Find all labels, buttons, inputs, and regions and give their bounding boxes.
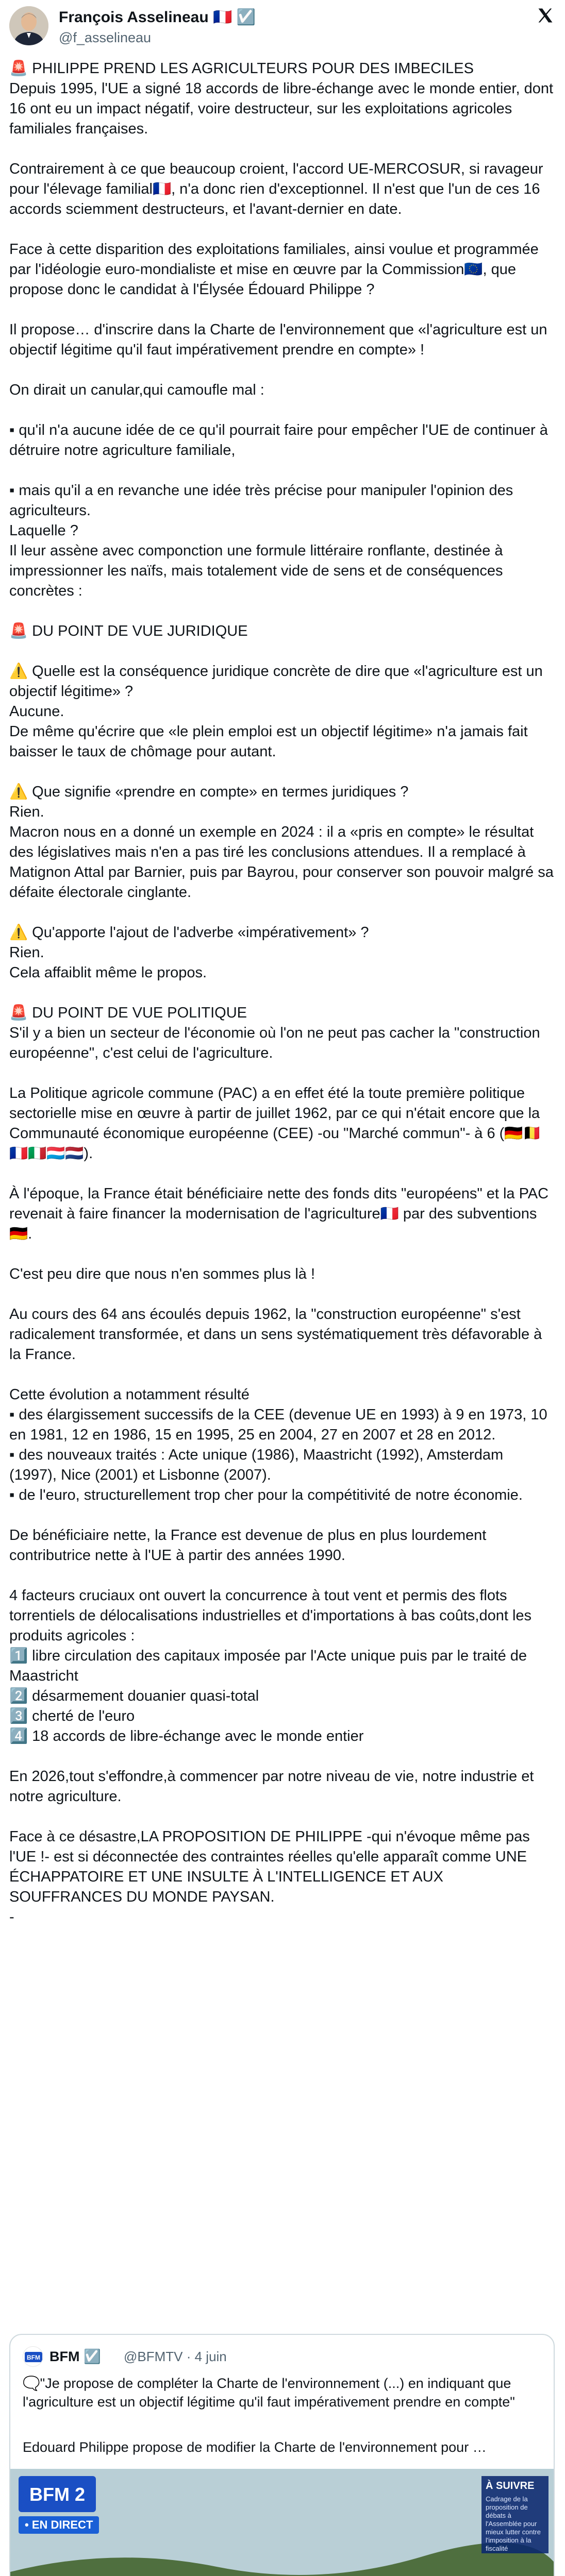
quoted-subtitle: Edouard Philippe propose de modifier la Charte de l'environnement pour … [23, 2439, 487, 2455]
post-paragraph: De même qu'écrire que «le plein emploi est un objectif légitime» n'a jamais fait baisser le taux de chômage pour autant. [9, 723, 532, 760]
post-paragraph: S'il y a bien un secteur de l'économie où l'on ne peut pas cacher la "construction européenne", c'est celui de l'agriculture. [9, 1025, 544, 1061]
post-paragraph: ⚠️ Que signifie «prendre en compte» en termes juridiques ? [9, 784, 409, 800]
post-paragraph: 3️⃣ cherté de l'euro [9, 1708, 135, 1724]
post-paragraph: ▪ des nouveaux traités : Acte unique (1986), Maastricht (1992), Amsterdam (1997), Nice (2001) et Lisbonne (2007). [9, 1447, 508, 1483]
post-paragraph [9, 641, 554, 662]
post-paragraph [9, 983, 554, 1003]
post-paragraph: Aucune. [9, 703, 64, 720]
coming-up-panel: À SUIVRE Cadrage de la proposition de débats à l'Assemblée pour mieux lutter contre l'imposition à la fiscalité [481, 2476, 549, 2553]
post-text [9, 59, 558, 1927]
post-header [9, 4, 556, 56]
post-paragraph [9, 1747, 554, 1767]
bfm-channel-logo [19, 2476, 96, 2512]
post-paragraph: Rien. [9, 804, 44, 820]
author-name[interactable]: François Asselineau 🇫🇷 ☑️ [59, 9, 256, 26]
bfm-avatar-icon [23, 2346, 43, 2367]
post-paragraph [9, 1365, 554, 1385]
post-paragraph: 🚨 DU POINT DE VUE POLITIQUE [9, 1005, 247, 1021]
post-paragraph: - [9, 1909, 14, 1925]
post-paragraph: Cela affaiblit même le propos. [9, 964, 207, 981]
post-paragraph [9, 1164, 554, 1184]
post-paragraph: Depuis 1995, l'UE a signé 18 accords de libre-échange avec le monde entier, dont 16 ont eu un impact négatif, voire destructeur, sur les exploitations agricoles familiales françaises. [9, 80, 558, 137]
author-avatar[interactable] [9, 6, 48, 45]
post-paragraph [9, 1505, 554, 1526]
quoted-source-name: BFM ☑️ [49, 2349, 101, 2364]
verified-badge-icon: ☑️ [84, 2349, 101, 2364]
post-paragraph [9, 1063, 554, 1083]
post-paragraph: Laquelle ? [9, 522, 78, 539]
svg-text:BFM: BFM [27, 2354, 40, 2361]
post-paragraph: 4 facteurs cruciaux ont ouvert la concurrence à tout vent et permis des flots torrentiels de délocalisations industrielles et d'importations à bas coûts,dont les produits agricoles : [9, 1587, 536, 1644]
post-paragraph [9, 903, 554, 923]
post-paragraph: 2️⃣ désarmement douanier quasi-total [9, 1688, 259, 1704]
post-paragraph: Face à ce désastre,LA PROPOSITION DE PHILIPPE -qui n'évoque même pas l'UE !- est si déconnectée des contraintes réelles qu'elle apparaît comme UNE ÉCHAPPATOIRE ET UNE INSULTE À L'INTELLIGENCE ET AUX SOUFFRANCES DU MONDE PAYSAN. [9, 1828, 534, 1905]
post-paragraph: De bénéficiaire nette, la France est devenue de plus en plus lourdement contributrice nette à l'UE à partir des années 1990. [9, 1527, 491, 1564]
post-paragraph: La Politique agricole commune (PAC) a en effet été la toute première politique sectorielle mise en œuvre à partir de juillet 1962, par ce qui n'était encore que la Communauté économique européenne (CEE) -ou "Marché commun"- à 6 (🇩🇪🇧🇪🇫🇷🇮🇹🇱🇺🇳🇱). [9, 1085, 544, 1162]
post-paragraph: 4️⃣ 18 accords de libre-échange avec le monde entier [9, 1728, 364, 1744]
post-paragraph: 1️⃣ libre circulation des capitaux imposée par l'Acte unique puis par le traité de Maastricht [9, 1648, 531, 1684]
post-paragraph: En 2026,tout s'effondre,à commencer par notre niveau de vie, notre industrie et notre agriculture. [9, 1768, 538, 1805]
post-paragraph: On dirait un canular,qui camoufle mal : [9, 382, 264, 398]
post-paragraph: ▪ de l'euro, structurellement trop cher pour la compétitivité de notre économie. [9, 1487, 523, 1503]
video-player[interactable] [10, 2469, 555, 2576]
post-paragraph [9, 400, 554, 420]
live-badge: • EN DIRECT [19, 2516, 99, 2534]
post-paragraph: Contrairement à ce que beaucoup croient, l'accord UE-MERCOSUR, si ravageur pour l'élevage familial🇫🇷, n'a donc rien d'exceptionnel. Il n'est que l'un de ces 16 accords sciemment destructeurs, et l'avant-dernier en date. [9, 161, 547, 217]
post-paragraph [9, 461, 554, 481]
post-paragraph [9, 1566, 554, 1586]
post-paragraph: C'est peu dire que nous n'en sommes plus là ! [9, 1266, 315, 1282]
quoted-handle-time: @BFMTV · 4 juin [124, 2349, 227, 2364]
avatar-portrait-icon [9, 6, 48, 45]
post-paragraph: Au cours des 64 ans écoulés depuis 1962, la "construction européenne" s'est radicalement transformée, et dans un sens systématiquement très défavorable à la France. [9, 1306, 546, 1363]
post-paragraph [9, 1284, 554, 1304]
post-paragraph: Rien. [9, 944, 44, 961]
post-paragraph: Il propose… d'inscrire dans la Charte de l'environnement que «l'agriculture est un objectif légitime qu'il faut impérativement prendre en compte» ! [9, 321, 552, 358]
verified-badge-icon: ☑️ [236, 9, 256, 26]
post-paragraph [9, 219, 554, 240]
post-paragraph: ⚠️ Qu'apporte l'ajout de l'adverbe «impérativement» ? [9, 924, 369, 941]
post-paragraph [9, 360, 554, 380]
post-paragraph: Macron nous en a donné un exemple en 2024 : il a «pris en compte» le résultat des législatives mais n'en a pas tiré les conclusions attendues. Il a remplacé à Matignon Attal par Barnier, puis par Bayrou, pour conserver son pouvoir malgré sa défaite électorale cinglante. [9, 824, 558, 901]
france-flag-icon: 🇫🇷 [213, 9, 232, 26]
post-paragraph: 🚨 PHILIPPE PREND LES AGRICULTEURS POUR DES IMBECILES [9, 60, 474, 77]
post-paragraph: Face à cette disparition des exploitations familiales, ainsi voulue et programmée par l'idéologie euro-mondialiste et mise en œuvre par la Commission🇪🇺, que propose donc le candidat à l'Élysée Édouard Philippe ? [9, 241, 543, 298]
svg-text:BFM 2: BFM 2 [29, 2484, 85, 2505]
post-paragraph [9, 1807, 554, 1827]
post-paragraph: Cette évolution a notamment résulté [9, 1386, 250, 1403]
post-paragraph: À l'époque, la France était bénéficiaire nette des fonds dits "européens" et la PAC revenait à faire financer la modernisation de l'agriculture🇫🇷 par des subventions🇩🇪. [9, 1185, 553, 1242]
post-paragraph [9, 300, 554, 320]
author-handle[interactable]: @f_asselineau [59, 30, 152, 45]
quoted-text: 🗨️"Je propose de compléter la Charte de l'environnement (...) en indiquant que l'agriculture est un objectif légitime qu'il faut impérativement prendre en compte" [23, 2376, 515, 2410]
post-paragraph: ▪ qu'il n'a aucune idée de ce qu'il pourrait faire pour empêcher l'UE de continuer à détruire notre agriculture familiale, [9, 422, 552, 459]
post-paragraph: 🚨 DU POINT DE VUE JURIDIQUE [9, 623, 248, 639]
post-paragraph: Il leur assène avec componction une formule littéraire ronflante, destinée à impressionner les naïfs, mais totalement vide de sens et de conséquences concrètes : [9, 543, 507, 599]
x-logo-icon[interactable] [536, 6, 555, 25]
post-paragraph [9, 601, 554, 621]
post-paragraph [9, 1244, 554, 1264]
quoted-post[interactable] [9, 2334, 555, 2576]
post-paragraph: ▪ des élargissement successifs de la CEE (devenue UE en 1993) à 9 en 1973, 10 en 1981, 12 en 1986, 15 en 1995, 25 en 2004, 27 en 2007 et 28 en 2012. [9, 1406, 552, 1443]
post-paragraph [9, 139, 554, 159]
post-paragraph: ⚠️ Quelle est la conséquence juridique concrète de dire que «l'agriculture est un objectif légitime» ? [9, 663, 547, 700]
post-paragraph: ▪ mais qu'il a en revanche une idée très précise pour manipuler l'opinion des agriculteurs. [9, 482, 518, 519]
post-paragraph [9, 762, 554, 782]
